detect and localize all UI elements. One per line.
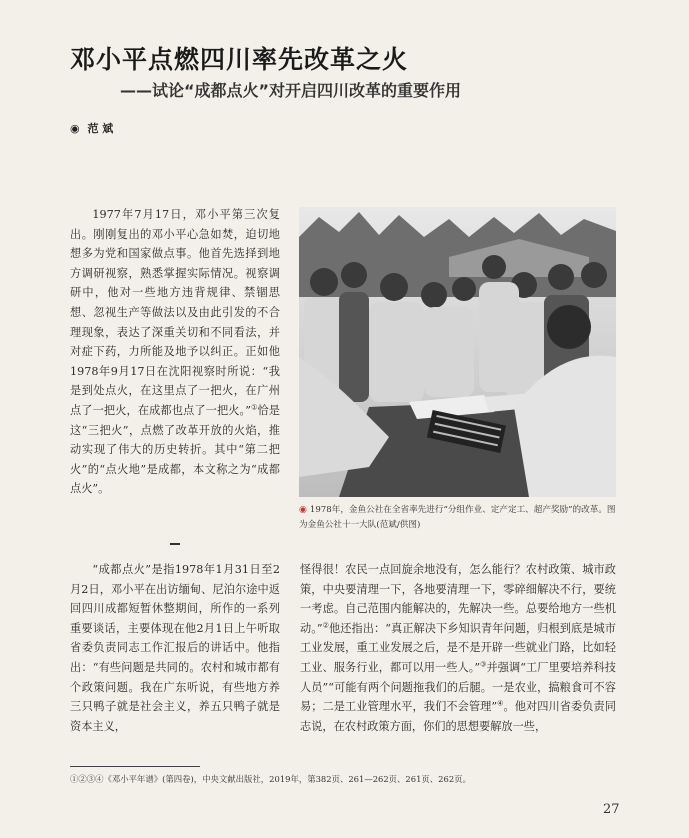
paragraph: “成都点火”是指1978年1月31日至2月2日，邓小平在出访缅甸、尼泊尔途中返回四川成都短暂休整期间，所作的一系列重要谈话，主要体现在他2月1日上午听取省委负责同志工作汇报后的讲话中。他指出：“有些问题是共同的。农村和城市都有个政策问题。我在广东听说，有些地方养三只鸭子就是社会主义，养五只鸭子就是资本主义， [70,563,280,733]
footnote-ref: ① [250,403,258,412]
author-line [70,120,113,136]
photo-caption [299,503,617,533]
article-subtitle: ——试论“成都点火”对开启四川改革的重要作用 [120,81,462,100]
footnote-ref: ③ [480,660,487,669]
footnote-ref: ④ [497,699,504,708]
paragraph [70,205,280,499]
body-text-top-left [70,205,280,499]
paragraph-text: 他还指出：“真正解决下乡知识青年问题，归根到底是城市工业发展，重工业发展之后，是不是开辟一些就业门路，比如轻工业、服务行业，都可以用一些人。” [300,621,616,674]
author-bullet-icon: ◉ [70,122,80,135]
body-text-bottom-left [70,560,280,736]
paragraph-text: 恰是这“三把火”，点燃了改革开放的火焰，推动实现了伟大的历史转折。其中“第二把火”的“点火地”是成都，本文称之为“成都点火”。 [70,403,280,496]
author-name: 范 斌 [87,122,114,135]
photo-illustration [299,207,616,497]
section-divider [170,543,180,545]
caption-marker-icon: ◉ [299,505,307,515]
footnote: ①②③④《邓小平年谱》(第四卷)，中央文献出版社，2019年，第382页、261—262页、261页、262页。 [70,774,471,784]
footnote-ref: ② [322,621,330,630]
page-number: 27 [603,802,620,817]
paragraph-text: 。他对四川省委负责同志说，在农村政策方面，你们的思想要解放一些， [300,700,616,733]
body-text-bottom-right [300,560,616,736]
paragraph-text: 1977年7月17日，邓小平第三次复出。刚刚复出的邓小平心急如焚，迫切地想多为党和国家做点事。他首先选择到地方调研视察，熟悉掌握实际情况。视察调研中，他对一些地方违背规律、禁锢思想、忽视生产等做法以及由此引发的不合理现象，表达了深重关切和不同看法，并对症下药，力所能及地予以纠正。正如他1978年9月17日在沈阳视察时所说：“我是到处点火，在这里点了一把火，在广州点了一把火，在成都也点了一把火。” [70,208,280,417]
historical-photo [299,207,616,497]
article-title: 邓小平点燃四川率先改革之火 [70,45,409,74]
footnote-rule [70,766,200,767]
caption-text: 1978年，金鱼公社在全省率先进行“分组作业、定产定工、超产奖励”的改革。图为金鱼公社十一大队(范斌/供图) [299,505,616,530]
paragraph [300,560,616,736]
paragraph-text: 怪得很！农民一点回旋余地没有，怎么能行？农村政策、城市政策，中央要清理一下，各地要清理一下，零碎细解决不行，要统一考虑。自己范围内能解决的，先解决一些。总要给地方一些机动。” [300,563,616,635]
paragraph-text: 并强调“工厂里要培养科技人员”“可能有两个问题拖我们的后腿。一是农业，搞粮食可不容易；二是工业管理水平，我们不会管理” [300,660,616,714]
